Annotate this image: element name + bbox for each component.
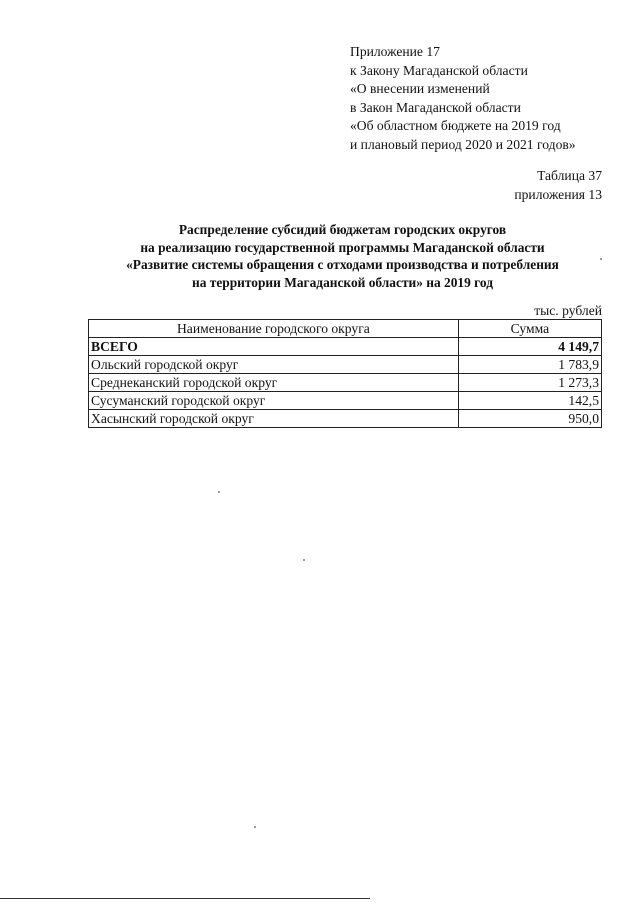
table-row [89, 356, 602, 374]
table-row [89, 374, 602, 392]
district-name: Хасынский городской округ [89, 410, 459, 428]
title-line: на территории Магаданской области» на 2019 год [191, 274, 493, 290]
header-name: Наименование городского округа [89, 320, 459, 338]
district-amount: 1 273,3 [458, 374, 601, 392]
district-name: Среднеканский городской округ [89, 374, 459, 392]
appendix-line: Приложение 17 [350, 44, 440, 59]
subsidies-table [88, 319, 602, 428]
appendix-line: к Закону Магаданской области [350, 62, 528, 78]
appendix-header [350, 43, 576, 155]
appendix-line: «О внесении изменений [350, 81, 490, 97]
table-reference [514, 167, 602, 204]
total-amount: 4 149,7 [458, 338, 601, 356]
document-title [90, 221, 595, 291]
table-row [89, 392, 602, 410]
scan-speck [600, 258, 602, 260]
scan-speck [254, 826, 256, 828]
header-amount: Сумма [458, 320, 601, 338]
total-row [89, 338, 602, 356]
total-label: ВСЕГО [89, 338, 459, 356]
appendix-line: и плановый период 2020 и 2021 годов» [350, 136, 576, 152]
district-amount: 1 783,9 [458, 356, 601, 374]
table-row [89, 410, 602, 428]
scan-speck [303, 559, 305, 561]
district-name: Ольский городской округ [89, 356, 459, 374]
district-amount: 142,5 [458, 392, 601, 410]
units-label: тыс. рублей [534, 303, 602, 318]
appendix-line: «Об областном бюджете на 2019 год [350, 118, 561, 134]
scan-speck [218, 491, 220, 493]
title-line: на реализацию государственной программы Магаданской области [140, 239, 545, 255]
footer-rule [0, 898, 370, 899]
district-amount: 950,0 [458, 410, 601, 428]
district-name: Сусуманский городской округ [89, 392, 459, 410]
appendix-number: приложения 13 [514, 186, 602, 202]
table-header-row [89, 320, 602, 338]
table-number: Таблица 37 [537, 168, 602, 183]
appendix-line: в Закон Магаданской области [350, 99, 521, 115]
title-line: Распределение субсидий бюджетам городских округов [178, 222, 507, 237]
title-line: «Развитие системы обращения с отходами производства и потребления [126, 257, 559, 273]
